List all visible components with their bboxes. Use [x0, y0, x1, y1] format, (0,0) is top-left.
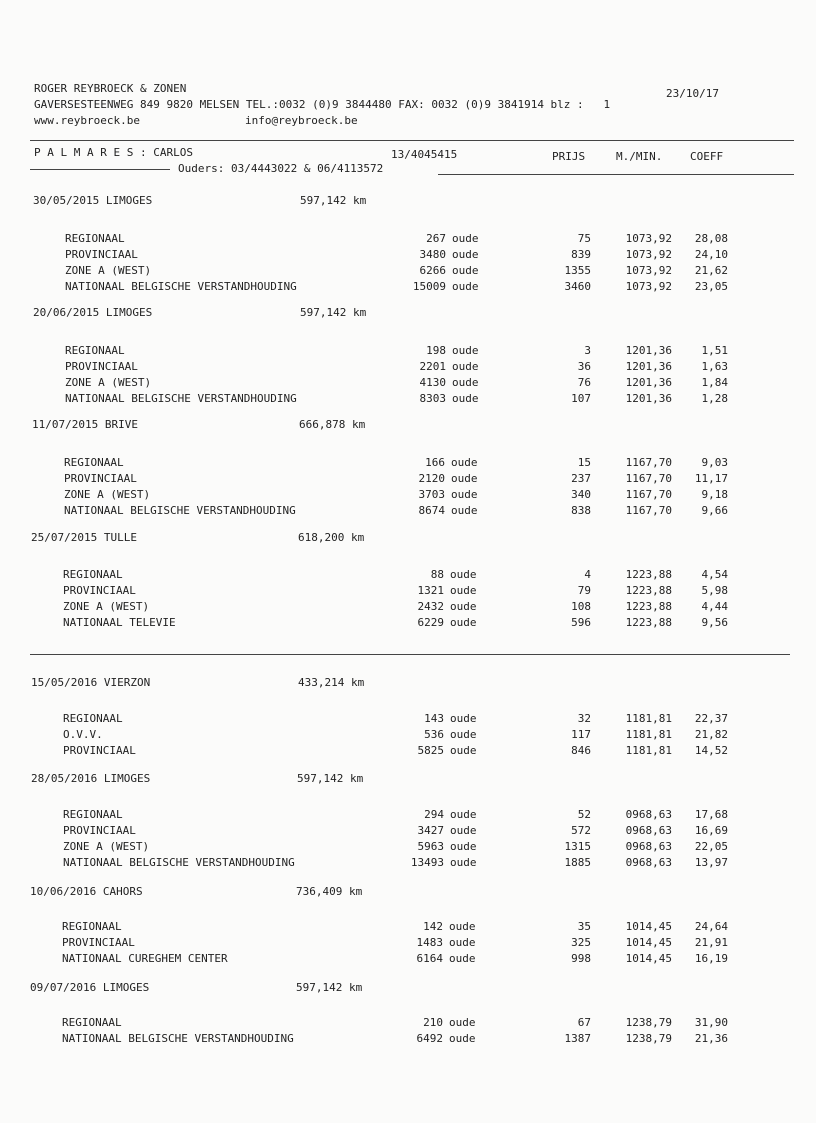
result-prize: 107 — [571, 392, 591, 405]
result-speed: 1181,81 — [625, 728, 672, 741]
result-speed: 1073,92 — [625, 264, 672, 277]
result-speed: 0968,63 — [625, 856, 672, 869]
result-speed: 0968,63 — [625, 840, 672, 853]
result-prize: 1355 — [564, 264, 591, 277]
result-count: 6266 — [419, 264, 446, 277]
race-date-place: 28/05/2016 LIMOGES — [31, 772, 151, 785]
result-unit: oude — [449, 936, 476, 949]
result-unit: oude — [452, 360, 479, 373]
result-name: NATIONAAL CUREGHEM CENTER — [62, 952, 228, 965]
result-speed: 1223,88 — [625, 584, 672, 597]
result-unit: oude — [450, 840, 477, 853]
result-name: REGIONAAL — [65, 232, 125, 245]
result-name: NATIONAAL BELGISCHE VERSTANDHOUDING — [65, 392, 297, 405]
result-coeff: 5,98 — [701, 584, 728, 597]
result-speed: 1073,92 — [625, 280, 672, 293]
result-name: REGIONAAL — [64, 456, 124, 469]
result-prize: 4 — [584, 568, 591, 581]
print-date: 23/10/17 — [666, 87, 719, 100]
result-name: PROVINCIAAL — [64, 472, 137, 485]
result-unit: oude — [452, 232, 479, 245]
result-speed: 1201,36 — [625, 344, 672, 357]
result-prize: 76 — [577, 376, 591, 389]
result-unit: oude — [450, 808, 477, 821]
result-speed: 1238,79 — [625, 1016, 672, 1029]
result-count: 198 — [426, 344, 446, 357]
result-unit: oude — [452, 264, 479, 277]
result-unit: oude — [450, 616, 477, 629]
race-date-place: 11/07/2015 BRIVE — [32, 418, 138, 431]
result-name: REGIONAAL — [62, 1016, 122, 1029]
palmares-title: P A L M A R E S : CARLOS — [34, 146, 193, 159]
result-coeff: 21,36 — [694, 1032, 728, 1045]
result-coeff: 9,03 — [701, 456, 728, 469]
result-count: 4130 — [419, 376, 446, 389]
race-distance: 618,200 km — [298, 531, 365, 544]
result-count: 536 — [424, 728, 444, 741]
result-count: 6164 — [416, 952, 443, 965]
result-speed: 1181,81 — [625, 744, 672, 757]
result-unit: oude — [452, 280, 479, 293]
result-unit: oude — [449, 952, 476, 965]
result-speed: 1167,70 — [625, 456, 672, 469]
website: www.reybroeck.be — [34, 114, 140, 127]
result-count: 1483 — [416, 936, 443, 949]
result-name: REGIONAAL — [65, 344, 125, 357]
result-count: 6229 — [417, 616, 444, 629]
result-name: ZONE A (WEST) — [64, 488, 151, 501]
result-name: REGIONAAL — [63, 712, 123, 725]
result-coeff: 17,68 — [694, 808, 728, 821]
result-speed: 1014,45 — [625, 936, 672, 949]
result-count: 6492 — [416, 1032, 443, 1045]
race-distance: 666,878 km — [299, 418, 366, 431]
result-name: ZONE A (WEST) — [65, 264, 152, 277]
result-prize: 998 — [571, 952, 591, 965]
result-unit: oude — [450, 728, 477, 741]
result-unit: oude — [450, 856, 477, 869]
result-unit: oude — [452, 376, 479, 389]
result-name: PROVINCIAAL — [63, 744, 136, 757]
result-coeff: 11,17 — [694, 472, 728, 485]
parents: Ouders: 03/4443022 & 06/4113572 — [178, 162, 384, 175]
column-speed: M./MIN. — [616, 150, 663, 163]
result-count: 8674 — [418, 504, 445, 517]
result-count: 5825 — [417, 744, 444, 757]
result-count: 166 — [425, 456, 445, 469]
result-name: ZONE A (WEST) — [65, 376, 152, 389]
result-coeff: 24,10 — [694, 248, 728, 261]
result-coeff: 9,56 — [701, 616, 728, 629]
race-date-place: 30/05/2015 LIMOGES — [33, 194, 153, 207]
result-unit: oude — [451, 456, 478, 469]
result-count: 8303 — [419, 392, 446, 405]
address-line: GAVERSESTEENWEG 849 9820 MELSEN TEL.:0032 (0)9 3844480 FAX: 0032 (0)9 3841914 blz : 1 — [34, 98, 611, 111]
result-name: NATIONAAL BELGISCHE VERSTANDHOUDING — [64, 504, 296, 517]
result-unit: oude — [451, 472, 478, 485]
result-count: 13493 — [410, 856, 444, 869]
result-count: 142 — [423, 920, 443, 933]
column-coeff: COEFF — [690, 150, 724, 163]
result-speed: 0968,63 — [625, 808, 672, 821]
result-count: 3427 — [417, 824, 444, 837]
result-prize: 35 — [577, 920, 591, 933]
result-prize: 596 — [571, 616, 591, 629]
result-coeff: 16,69 — [694, 824, 728, 837]
result-speed: 1073,92 — [625, 232, 672, 245]
result-name: PROVINCIAAL — [63, 584, 136, 597]
race-date-place: 10/06/2016 CAHORS — [30, 885, 143, 898]
race-date-place: 15/05/2016 VIERZON — [31, 676, 151, 689]
result-prize: 838 — [571, 504, 591, 517]
result-count: 2120 — [418, 472, 445, 485]
result-name: PROVINCIAAL — [63, 824, 136, 837]
result-prize: 108 — [571, 600, 591, 613]
result-coeff: 21,62 — [694, 264, 728, 277]
result-name: REGIONAAL — [62, 920, 122, 933]
result-speed: 1014,45 — [625, 920, 672, 933]
result-unit: oude — [452, 344, 479, 357]
result-speed: 1167,70 — [625, 488, 672, 501]
result-count: 1321 — [417, 584, 444, 597]
result-name: REGIONAAL — [63, 568, 123, 581]
result-count: 267 — [426, 232, 446, 245]
result-unit: oude — [452, 248, 479, 261]
parents-line-right — [438, 174, 794, 175]
result-prize: 3 — [584, 344, 591, 357]
result-unit: oude — [450, 824, 477, 837]
result-unit: oude — [449, 1032, 476, 1045]
result-speed: 1201,36 — [625, 360, 672, 373]
result-coeff: 21,82 — [694, 728, 728, 741]
result-name: PROVINCIAAL — [65, 248, 138, 261]
result-unit: oude — [452, 392, 479, 405]
result-coeff: 28,08 — [694, 232, 728, 245]
result-prize: 75 — [577, 232, 591, 245]
result-name: NATIONAAL TELEVIE — [63, 616, 176, 629]
result-unit: oude — [450, 568, 477, 581]
result-coeff: 23,05 — [694, 280, 728, 293]
race-distance: 597,142 km — [300, 306, 367, 319]
result-prize: 1315 — [564, 840, 591, 853]
result-name: NATIONAAL BELGISCHE VERSTANDHOUDING — [65, 280, 297, 293]
result-coeff: 1,28 — [701, 392, 728, 405]
result-name: NATIONAAL BELGISCHE VERSTANDHOUDING — [62, 1032, 294, 1045]
result-unit: oude — [451, 488, 478, 501]
result-speed: 1181,81 — [625, 712, 672, 725]
result-name: ZONE A (WEST) — [63, 840, 150, 853]
result-speed: 1014,45 — [625, 952, 672, 965]
result-prize: 846 — [571, 744, 591, 757]
result-speed: 0968,63 — [625, 824, 672, 837]
result-coeff: 4,44 — [701, 600, 728, 613]
result-count: 88 — [430, 568, 444, 581]
result-prize: 325 — [571, 936, 591, 949]
race-distance: 433,214 km — [298, 676, 365, 689]
result-count: 3480 — [419, 248, 446, 261]
race-distance: 597,142 km — [297, 772, 364, 785]
season-divider — [30, 654, 790, 655]
result-speed: 1223,88 — [625, 616, 672, 629]
race-distance: 736,409 km — [296, 885, 363, 898]
result-coeff: 9,18 — [701, 488, 728, 501]
result-count: 294 — [424, 808, 444, 821]
result-coeff: 9,66 — [701, 504, 728, 517]
result-speed: 1167,70 — [625, 504, 672, 517]
result-coeff: 4,54 — [701, 568, 728, 581]
result-unit: oude — [449, 1016, 476, 1029]
result-name: ZONE A (WEST) — [63, 600, 150, 613]
result-name: PROVINCIAAL — [65, 360, 138, 373]
result-count: 2201 — [419, 360, 446, 373]
result-name: REGIONAAL — [63, 808, 123, 821]
column-prijs: PRIJS — [552, 150, 586, 163]
result-prize: 15 — [577, 456, 591, 469]
result-prize: 3460 — [564, 280, 591, 293]
result-coeff: 14,52 — [694, 744, 728, 757]
result-speed: 1167,70 — [625, 472, 672, 485]
parents-line-left — [30, 169, 170, 170]
result-unit: oude — [450, 744, 477, 757]
result-prize: 52 — [577, 808, 591, 821]
result-coeff: 1,84 — [701, 376, 728, 389]
email: info@reybroeck.be — [245, 114, 358, 127]
result-coeff: 21,91 — [694, 936, 728, 949]
race-date-place: 09/07/2016 LIMOGES — [30, 981, 150, 994]
result-coeff: 31,90 — [694, 1016, 728, 1029]
result-count: 2432 — [417, 600, 444, 613]
result-count: 15009 — [412, 280, 446, 293]
result-unit: oude — [450, 600, 477, 613]
result-prize: 117 — [571, 728, 591, 741]
result-prize: 32 — [577, 712, 591, 725]
race-date-place: 25/07/2015 TULLE — [31, 531, 137, 544]
result-coeff: 22,05 — [694, 840, 728, 853]
ring-number: 13/4045415 — [391, 148, 458, 161]
result-prize: 1885 — [564, 856, 591, 869]
result-count: 143 — [424, 712, 444, 725]
race-distance: 597,142 km — [300, 194, 367, 207]
result-prize: 1387 — [564, 1032, 591, 1045]
company-name: ROGER REYBROECK & ZONEN — [34, 82, 187, 95]
result-unit: oude — [450, 712, 477, 725]
result-coeff: 22,37 — [694, 712, 728, 725]
result-count: 5963 — [417, 840, 444, 853]
race-distance: 597,142 km — [296, 981, 363, 994]
result-prize: 237 — [571, 472, 591, 485]
race-date-place: 20/06/2015 LIMOGES — [33, 306, 153, 319]
result-speed: 1073,92 — [625, 248, 672, 261]
result-speed: 1238,79 — [625, 1032, 672, 1045]
result-unit: oude — [451, 504, 478, 517]
header-divider — [30, 140, 794, 141]
result-prize: 36 — [577, 360, 591, 373]
result-count: 3703 — [418, 488, 445, 501]
result-speed: 1223,88 — [625, 600, 672, 613]
result-name: O.V.V. — [63, 728, 103, 741]
result-coeff: 16,19 — [694, 952, 728, 965]
result-prize: 572 — [571, 824, 591, 837]
result-coeff: 1,51 — [701, 344, 728, 357]
result-coeff: 1,63 — [701, 360, 728, 373]
result-unit: oude — [450, 584, 477, 597]
result-coeff: 24,64 — [694, 920, 728, 933]
result-coeff: 13,97 — [694, 856, 728, 869]
result-prize: 79 — [577, 584, 591, 597]
result-prize: 839 — [571, 248, 591, 261]
result-name: NATIONAAL BELGISCHE VERSTANDHOUDING — [63, 856, 295, 869]
result-prize: 340 — [571, 488, 591, 501]
result-speed: 1201,36 — [625, 376, 672, 389]
result-speed: 1223,88 — [625, 568, 672, 581]
result-unit: oude — [449, 920, 476, 933]
result-speed: 1201,36 — [625, 392, 672, 405]
result-prize: 67 — [577, 1016, 591, 1029]
result-count: 210 — [423, 1016, 443, 1029]
result-name: PROVINCIAAL — [62, 936, 135, 949]
